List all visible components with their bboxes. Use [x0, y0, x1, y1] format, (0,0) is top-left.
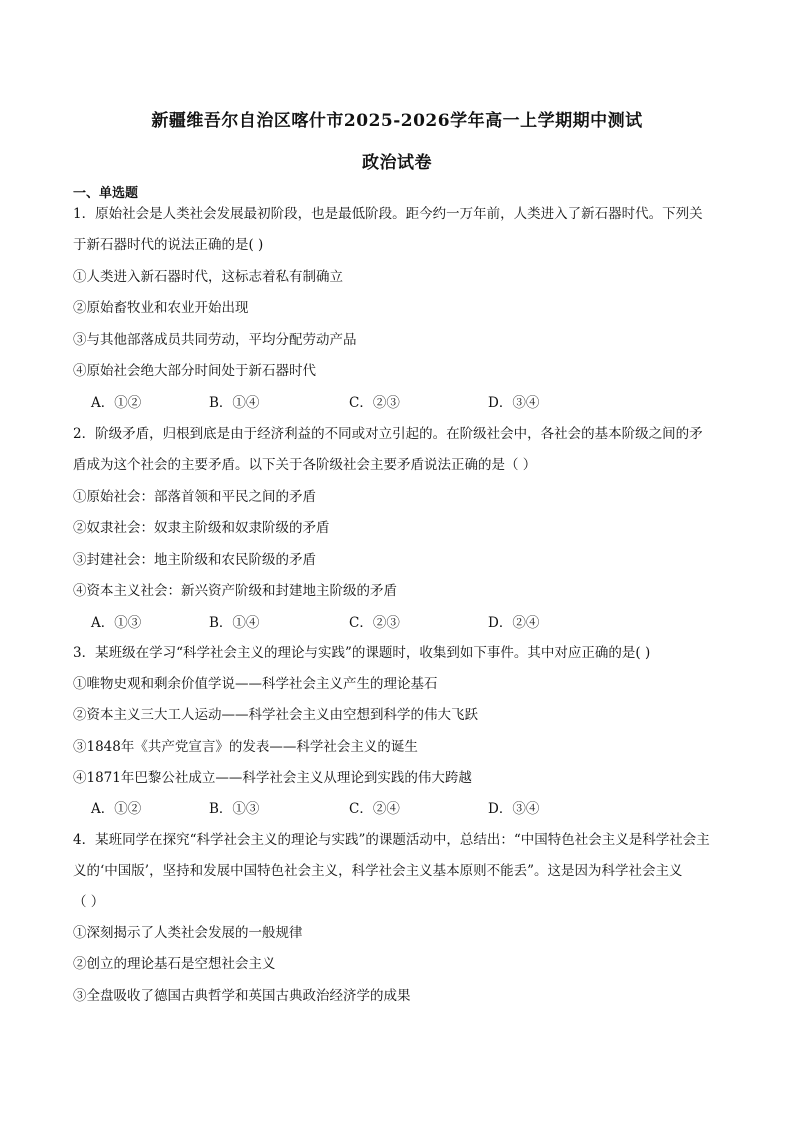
option-a[interactable]: A．①②: [91, 801, 142, 817]
statement-3: ③与其他部落成员共同劳动，平均分配劳动产品: [73, 332, 357, 348]
option-c[interactable]: C．②③: [349, 615, 400, 631]
option-b[interactable]: B．①④: [209, 615, 260, 631]
statement-2: ②奴隶社会：奴隶主阶级和奴隶阶级的矛盾: [73, 520, 330, 536]
section-heading: 一、单选题: [73, 186, 139, 201]
option-d[interactable]: D．③④: [488, 801, 540, 817]
statement-3: ③封建社会：地主阶级和农民阶级的矛盾: [73, 552, 316, 568]
exam-title: 新疆维吾尔自治区喀什市2025-2026学年高一上学期期中测试: [151, 111, 643, 131]
statement-2: ②原始畜牧业和农业开始出现: [73, 300, 249, 316]
statement-1: ①深刻揭示了人类社会发展的一般规律: [73, 925, 303, 941]
statement-2: ②资本主义三大工人运动——科学社会主义由空想到科学的伟大飞跃: [73, 707, 478, 723]
question-stem-line: 4．某班同学在探究“科学社会主义的理论与实践”的课题活动中，总结出：“中国特色社会主义是科学社会主: [73, 832, 710, 848]
option-d[interactable]: D．②④: [488, 615, 540, 631]
statement-4: ④原始社会绝大部分时间处于新石器时代: [73, 363, 316, 379]
question-stem-line: 盾成为这个社会的主要矛盾。以下关于各阶级社会主要矛盾说法正确的是（ ）: [73, 457, 537, 473]
exam-subtitle: 政治试卷: [362, 153, 432, 173]
question-stem-line: （ ）: [73, 894, 105, 910]
option-d[interactable]: D．③④: [488, 395, 540, 411]
option-b[interactable]: B．①④: [209, 395, 260, 411]
question-stem-line: 2．阶级矛盾，归根到底是由于经济利益的不同或对立引起的。在阶级社会中，各社会的基本阶级之间的矛: [73, 426, 703, 442]
option-a[interactable]: A．①③: [91, 615, 142, 631]
question-stem-line: 义的‘中国版’，坚持和发展中国特色社会主义，科学社会主义基本原则不能丢”。这是因为科学社会主义: [73, 863, 683, 879]
statement-4: ④1871年巴黎公社成立——科学社会主义从理论到实践的伟大跨越: [73, 770, 472, 786]
statement-2: ②创立的理论基石是空想社会主义: [73, 956, 276, 972]
statement-3: ③1848年《共产党宣言》的发表——科学社会主义的诞生: [73, 739, 418, 755]
statement-1: ①人类进入新石器时代，这标志着私有制确立: [73, 269, 343, 285]
question-stem-line: 于新石器时代的说法正确的是( ): [73, 237, 264, 253]
question-stem-line: 1．原始社会是人类社会发展最初阶段，也是最低阶段。距今约一万年前，人类进入了新石器时代。下列关: [73, 206, 703, 222]
option-c[interactable]: C．②③: [349, 395, 400, 411]
statement-3: ③全盘吸收了德国古典哲学和英国古典政治经济学的成果: [73, 988, 411, 1004]
statement-4: ④资本主义社会：新兴资产阶级和封建地主阶级的矛盾: [73, 583, 397, 599]
option-a[interactable]: A．①②: [91, 395, 142, 411]
question-stem-line: 3．某班级在学习“科学社会主义的理论与实践”的课题时，收集到如下事件。其中对应正确的是( ): [73, 645, 651, 661]
option-b[interactable]: B．①③: [209, 801, 260, 817]
statement-1: ①原始社会：部落首领和平民之间的矛盾: [73, 489, 316, 505]
statement-1: ①唯物史观和剩余价值学说——科学社会主义产生的理论基石: [73, 676, 438, 692]
option-c[interactable]: C．②④: [349, 801, 400, 817]
